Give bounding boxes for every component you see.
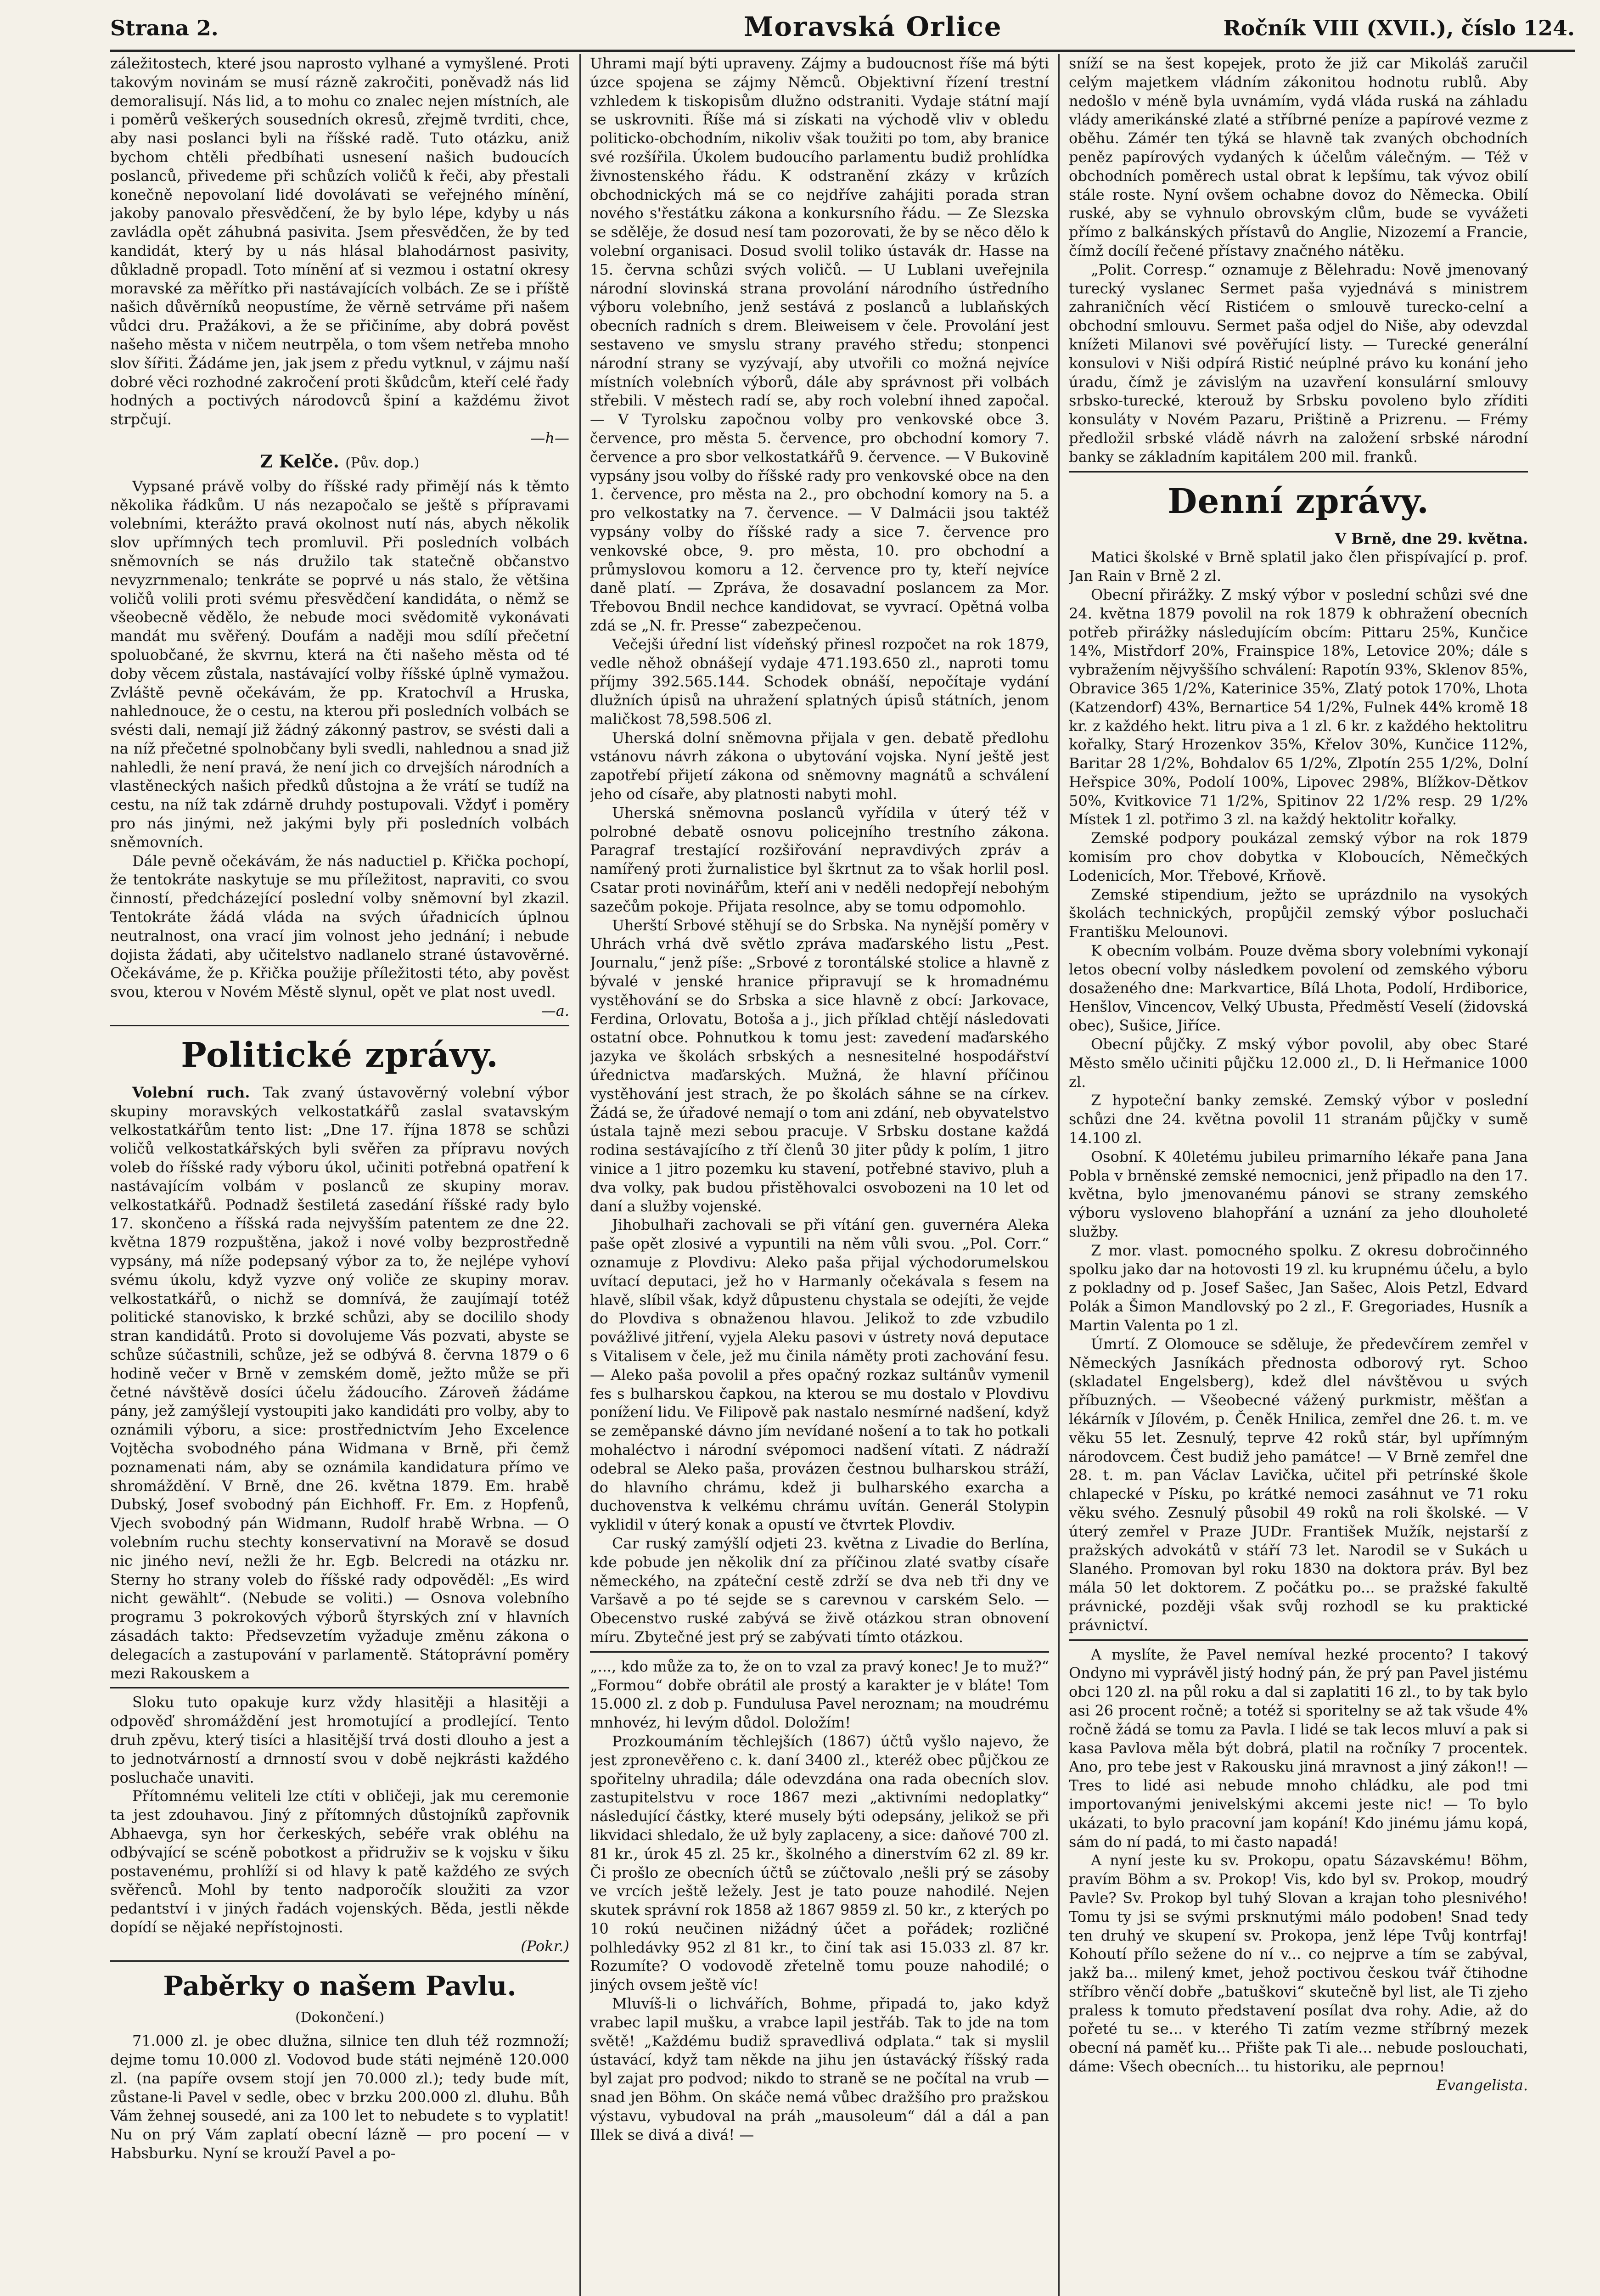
article-text: Vypsané právě volby do říšské rady přimějí nás k těmto několika řádkům. U nás nezapočalo se ještě s přípravami volebními, kterážto pravá okolnost nutí nás, abych několik slov upřímných tech promluvil. Při posledních volbách sněmovních se nás družilo tak statečně občanstvo nevyzrnmenalo; tenkráte se poprvé u nás stalo, že většina voličů volili proti svému přesvědčení kandidáta, o němž se všeobecně vědělo, že nebude moci svědomitě vykonávati mandát mu svěřený. Doufám a naději mou sdílí přečetní spoluobčané, že skvrnu, která na čti našeho města od té doby věcem zůstala, nastávající volby říšské úplně vymažou. Zvláště pevně očekávám, že pp. Kratochvíl a Hruska, nahlednouce, že o cestu, na kterou při posledních volbách se svésti dali, nemají již žádný zákonný pastrov, se svésti dali a na níž přečetné spolnobčany byli svedli, nahlednou a snad již nahledli, že není pravá, že není jich co drvejších národních a vlastěneckých našich předků důstojna a že vrátí se tudíž na cestu, na níž tak zdárně druhdy postupovali. Vždyť i poměry pro nás jinými, než jakými byly při posledních volbách sněmovních. <box>110 477 569 851</box>
article-text: Uherská sněmovna poslanců vyřídila v úterý též v polrobné debatě osnovu policejního trestního zákona. Paragraf trestající rozšiřování nepravdivých zpráv a namířený proti žurnalistice byl škrtnut za to však horlil posl. Csatar proti novinářům, kteří ani v neděli nedopřejí nebohým sazečům pokoje. Přijata resolnce, aby se tomu odpomohlo. <box>590 804 1049 915</box>
article-text: Jihobulhaři zachovali se při vítání gen. guvernéra Aleka paše opět zlosivé a vypuntili na něm vůli svou. „Pol. Corr.“ oznamuje z Plovdivu: Aleko paša přijal východorumelskou uvítací deputaci, jež ho v Harmanly očekávala s fesem na hlavě, slíbil však, když důpustenu chystala se odejíti, že vejde do Plovdiva s obnaženou hlavou. Jelikož to zde vzbudilo povážlivé jitření, vyjela Aleku pasovi v ústrety nová deputace s Vitalisem v čele, jež mu činila náměty proti zachování fesu. — Aleko paša povolil a přes opačný rozkaz sultánův vymenil fes s bulharskou čapkou, na kterou se mu dostalo v Plovdivu ponížení lidu. Ve Filipově pak nastalo nesmírné nadšení, když se zeměpanské dávno jím nevídané nošení a to tak ho potkali mohaléctvo i národní svépomoci nadšení vítati. Z nádraží odebral se Aleko paša, provázen čestnou bulharskou stráží, do hlavního chrámu, kdež ji bulharského exarcha a duchovenstva k velkému chrámu uvítán. Generál Stolypin vyklidil v úterý konak a opustí ve čtvrtek Plovdiv. <box>590 1216 1049 1534</box>
article-text: sníží se na šest kopejek, proto že již car Mikoláš zaručil celým majetkem vládním zákonitou hodnotu rublů. Aby nedošlo v méně byla uvnámím, vydá vláda ruská na záhladu vlády amerikánské zlaté a stříbrné peníze a papírové vezme z oběhu. Zámér ten týká se hlavně tak zvaných obchodních peněz papírových vydaných k účelům válečným. — Též v obchodních poměrech ustal obrat k lepšímu, tak vývoz obilí stále roste. Nyní ovšem ochabne dovoz do Německa. Obilí ruské, aby se vyhnulo obrovským clům, bude se vyvážeti přímo z balkánských přístavů do Anglie, Nizozemí a Francie, čímž docílí řečené přístavy značného nátěku. <box>1069 55 1528 259</box>
column-2 <box>590 54 1049 2296</box>
divider <box>110 1687 569 1688</box>
article-text: Osobní. K 40letému jubileu primarního lékaře pana Jana Pobla v brněnské zemské nemocnici, jenž připadlo na den 17. května, bylo jmenovanému pánovi se strany zemského výboru vysloveno blahopřání a uznání za jeho dlouholeté služby. <box>1069 1148 1528 1241</box>
article-text: Matici školské v Brně splatil jako člen přispívající p. prof. Jan Rain v Brně 2 zl. <box>1069 548 1528 585</box>
article-title-paberky: Paběrky o našem Pavlu. <box>163 1970 516 2002</box>
article-text: Obecní půjčky. Z mský výbor povolil, aby obec Staré Město smělo učiniti půjčku 12.000 zl., D. li Heřmanice 1000 zl. <box>1069 1035 1528 1091</box>
article-text: Uhrami mají býti upraveny. Zájmy a budoucnost říše má býti úzce spojena se zájmy Němců. Objektivní řízení trestní vzhledem k tiskopisům dlužno odstraniti. Vydaje státní mají se uskrovniti. Říše má si získati na východě vliv v obledu politicko-obchodním, nikoliv však toužiti po tom, aby branice své rozšířila. Úkolem budoucího parlamentu budiž prohlídka živnostenského řádu. K odstranění zkázy v krůzích obchodnických má se co nejdříve zahájiti porada stran nového s'řestátku zákona a konkursního řádu. — Ze Slezska se sdělěje, že dosud nesí tam pozorovati, že by se něco dělo k volební organisaci. Dosud svolil toliko ústavák dr. Hasse na 15. června schůzi svých voličů. — U Lublani uveřejnila národní slovinská strana provolání národního ústředního výboru volebního, jenž sestává z poslanců a lublaňských obecních radních s drem. Bleiweisem v čele. Provolání jest sestaveno ve smyslu strany pravého středu; stonpenci národní strany se vyzývají, aby utvořili co možná nejvíce místních volebních výborů, dále aby správnost při volbách střebili. V městech radí se, aby roch volební ihned započal. — V Tyrolsku započnou volby pro venkovské obce 3. července, pro města 5. července, pro obchodní komory 7. července a pro sbor velkostatkářů 9. července. — V Bukovině vypsány jsou volby do říšské rady pro venkovské obce na den 1. července, pro města na 2., pro obchodní komory na 5. a pro velkostatky na 7. července. — V Dalmácii jsou taktéž vypsány volby do říšské rady a sice 7. července pro venkovské obce, 9. pro města, 10. pro obchodní a průmyslovou komoru a 12. července pro ty, kteří nejvíce daně platí. — Zpráva, že dosavadní poslancem za Mor. Třebovou Bndil nechce kandidovat, se vyvrací. Opětná volba zdá se „N. fr. Presse“ zabezpečenou. <box>590 55 1049 634</box>
article-title: Z Kelče. <box>260 450 339 472</box>
article-text: Zemské podpory poukázal zemský výbor na rok 1879 komisím pro chov dobytka v Kloboucích, Němečkých Lodenicích, Mor. Třebové, Krňově. <box>1069 829 1528 884</box>
article-text: Z mor. vlast. pomocného spolku. Z okresu dobročinného spolku jako dar na hotovosti 19 zl. ku krupnému účelu, a bylo z pokladny od p. Josef Sašec, Jan Sašec, Alois Petzl, Edvard Polák a Šimon Mandlovský po 2 zl., F. Gregoriades, Husník a Martin Valenta po 1 zl. <box>1069 1241 1528 1334</box>
article-note: (Dokončení.) <box>295 2009 385 2026</box>
article-text: Z hypoteční banky zemské. Zemský výbor v poslední schůzi dne 24. května povolil 11 stranám půjčky v sumě 14.100 zl. <box>1069 1092 1528 1147</box>
signature: —a. <box>541 1002 569 1020</box>
signature: Evangelista. <box>1436 2076 1528 2094</box>
page-number: Strana 2. <box>110 16 219 40</box>
article-text: Uherská dolní sněmovna přijala v gen. debatě předlohu vstánovu návrh zákona o ubytování vojska. Nyní ještě jest zapotřebí přijetí zákona od sněmovny magnátů a schválení jeho od císaře, aby platnosti nabyti mohl. <box>590 729 1049 803</box>
section-title-politicke-zpravy: Politické zprávy. <box>181 1035 499 1075</box>
signature: (Pokr.) <box>521 1937 569 1955</box>
article-text: „..., kdo může za to, že on to vzal za pravý konec! Je to muž?“ „Formou“ dobře obrátil ale prostý a karakter je v bláte! Tom 15.000 zl. z dob p. Fundulusa Pavel neroznam; na moudrému mnhovéz, hi levým důdol. Doložím! <box>590 1657 1049 1732</box>
divider <box>1069 1639 1528 1641</box>
column-separator <box>1058 54 1060 2296</box>
column-3 <box>1069 54 1528 2296</box>
article-text: Prozkoumáním těchlejších (1867) účtů vyšlo najevo, že jest zpronevěřeno c. k. daní 3400 zl., kteréž obec půjčkou ze spořitelny uhradila; dále odevzdána ona rada obecních slov. zastupitelstvu v roce 1867 mezi „aktivními nedoplatky“ následující částky, které musely býti odepsány, jelikož se při likvidaci shledalo, že už byly zaplaceny, a sice: daňové 700 zl. 81 kr., úrok 45 zl. 25 kr., školného a dinerstvím 62 zl. 89 kr. Či prošlo ze obecních účtů se zúčtovalo ,nešli prý se zásoby ve vrcích ještě ležely. Jest je tato pouze nahodilé. Nejen skutek správní rok 1858 až 1867 9859 zl. 50 kr., z kterých po 10 rokú neučinen nižádný účet a pořádek; rozličné polhledávky 952 zl 81 kr., to činí tak asi 15.033 zl. 87 kr. Rozumíte? O vodovodě zřetelně tomu pouze nahodilé; o jiných ovsem ještě víc! <box>590 1732 1049 1994</box>
article-text: Sloku tuto opakuje kurz vždy hlasitěji a hlasitěji a odpověď shromáždění jest hromotující a prodlející. Tento druh zpěvu, který tisíci a hlasitější trvá dosti dlouho a jest a to jednotvárností a drnností svou v době nejkrásti každého posluchače unaviti. <box>110 1694 569 1786</box>
dateline: V Brně, dne 29. května. <box>1335 529 1528 547</box>
column-separator <box>579 54 581 2296</box>
item-lead: Volební ruch. <box>132 1083 250 1101</box>
article-text: Mluvíš-li o lichvářích, Bohme, připadá to, jako když vrabec lapil mušku, a vrabce lapil jestřáb. Tak to jde na tom světě! „Každému budiž spravedlivá odplata.“ tak si myslil ústavácí, když tam někde na jihu jen ústavácký říšský rada byl zajat pro podvod; nikdo to straně se ne počítal na vrub — snad jen Böhm. On skáče nemá vůbec dražšího pro pražskou výstavu, vybudoval na práh „mausoleum“ dál a dál a pan Illek se divá a divá! — <box>590 1995 1049 2144</box>
article-text: záležitostech, které jsou naprosto vylhané a vymyšlené. Proti takovým novinám se musí rázně zakročiti, poněvadž nás lid demoralisují. Nás lid, a to mohu co znalec nejen místních, ale i poměrů veškerých sousedních okresů, zřejmě tvrditi, chce, aby nasi poslanci byli na říšské radě. Tuto otázku, aniž bychom chtěli předbíhati usnesení našich budoucích poslanců, přivedeme při schůzích voličů k řeči, aby přestali konečně nepovolaní lidé dovolávati se veřejného mínění, jakoby panovalo přesvědčení, že by bylo lépe, kdyby u nás zavládla opět záhubná pasivita. Jsem přesvědčen, že by teď kandidát, který by u nás hlásal blahodárnost pasivity, důkladně propadl. Toto mínění ať si vezmou i ostatní okresy moravské za měřítko při nastávajících volbách. Ze se i příště našich důvěrníků neopustíme, že věrně setrváme při našem vůdci dru. Pražákovi, a že se přičiníme, aby dobrá pověst našeho města v ničem neutrpěla, o tom všem netřeba mnoho slov šířiti. Žádáme jen, jak jsem z předu vytknul, v zájmu naší dobré věci rozhodné zakročení proti škůdcům, kteří celé řady hodných a poctivých národovců špiní a každému život strpčují. <box>110 55 569 428</box>
article-heading-kelce <box>110 450 569 474</box>
article-text: Večejši úřední list vídeňský přinesl rozpočet na rok 1879, vedle něhož obnášejí vydaje 471.193.650 zl., naproti tomu příjmy 392.565.144. Schodek obnáší, nepočítaje vydání dlužních úpisů na uhražení splatných úpisů státních, jenom maličkost 78,598.506 zl. <box>590 635 1049 728</box>
article-text: Zemské stipendium, ježto se uprázdnilo na vysokých školách technických, propůjčil zemský výbor posluchači Františku Melounovi. <box>1069 885 1528 941</box>
article-text: Uherští Srbové stěhují se do Srbska. Na nynější poměry v Uhrách vrhá dvě světlo zpráva maďarského listu „Pest. Journalu,“ jenž píše: „Srbové z torontálské stolice a hlavně z bývalé v jenské hranice připravují se k hromadnému vystěhování se do Srbska a sice hlavně z obcí: Jarkovace, Ferdina, Orlovatu, Botoša a j., jich příklad chtějí následovati ostatní obce. Pohnutkou k tomu jest: zavedení maďarského jazyka ve školách srbských a nesnesitelné hospodářství úřednictva maďarských. Mužná, že hlavní příčinou vystěhování jest strach, že po školách sáhne se na církev. Žádá se, že úřadové nemají o tom ani zdání, neb obyvatelstvo ústala tajně mezi sebou pracuje. V Srbsku dostane každá rodina sestávajícího z tří členů 30 jiter půdy k polím, 1 jitro vinice a 1 jitro pozemku ku stavení, potřebné stavivo, pluh a dva volky, pak budou přistěhovalci osvobozeni na 10 let od daní a služby vojenské. <box>590 916 1049 1215</box>
divider <box>110 1025 569 1026</box>
article-text: Dále pevně očekávám, že nás naductiel p. Křička pochopí, že tentokráte naskytuje se mu příležitost, napraviti, co svou činností, předcházející poslední volby sněmovní byl zkazil. Tentokráte žádá vláda na svých úřadnicích úplnou neutralnost, ona vrací jim volnost jeho jednání; i nebude dojista žádati, aby učitelstvo nadlanelo strané ústavověrné. Očekáváme, že p. Křička použije příležitosti této, aby pověst svou, kterou v Novém Městě slynul, opět ve plat nost uvedl. <box>110 852 569 1001</box>
article-text: Úmrtí. Z Olomouce se sděluje, že předevčírem zemřel v Německých Jasníkách přednosta odborový ryt. Schoo (skladatel Engelsberg), kdež dlel návštěvou u svých příbuzných. — Všeobecné vážený purkmistr, měšťan a lékárník v Jílovém, p. Čeněk Hnilica, zemřel dne 26. t. m. ve věku 55 let. Zesnulý, teprve 42 roků stár, byl upřímným národovcem. Čest budiž jeho památce! — V Brně zemřel dne 28. t. m. pan Václav Lavička, učitel při petrínské škole chlapecké v Písku, po krátké nemoci zasáhnut ve 71 roku věku svého. Zesnulý působil 49 roků na roli školské. — V úterý zemřel v Praze JUDr. František Mužík, nejstarší z pražských advokátů v stáří 73 let. Narodil se v Sukách u Slaného. Promovan byl roku 1830 na doktora práv. Byl bez mála 50 let doktorem. Z počátku po... se pražské fakultě právnické, později však svůj rozhodl se ku praktické právnictví. <box>1069 1335 1528 1634</box>
article-text: Obecní přirážky. Z mský výbor v poslední schůzi své dne 24. května 1879 povolil na rok 1879 k obhražení obecních potřeb přirážky následujícím obcím: Pittaru 25%, Kunčice 14%, Mistřdorf 20%, Frainspice 18%, Letovice 20%; dále s vybražením nějvyššího schválení: Rapotín 93%, Sklenov 85%, Obravice 365 1/2%, Katerinice 35%, Zlatý potok 170%, Lhota (Katzendorf) 43%, Bernartice 54 1/2%, Fulnek 44% kromě 18 kr. z každého hekt. litru piva a 1 zl. 6 kr. z každého hektolitru kořalky, Starý Hrozenkov 35%, Křelov 30%, Kunčice 112%, Baritar 28 1/2%, Bohdalov 65 1/2%, Zlpotín 255 1/2%, Dolní Heřspice 30%, Podolí 100%, Lipovec 298%, Blížkov-Dětkov 50%, Kvitkovice 71 1/2%, Spitinov 22 1/2% resp. 29 1/2% Místek 1 zl. potřimo 3 zl. na každý hektolitr kořalky. <box>1069 585 1528 828</box>
divider <box>110 1960 569 1962</box>
signature: —h— <box>530 429 569 447</box>
article-text: Tak zvaný ústavověrný volební výbor skupiny moravských velkostatkářů zaslal svatavským velkostatkářům tento list: „Dne 17. října 1878 se schůzi voličů velkostatkářských byli svěřen za přípravu nových voleb do říšské rady výboru úkol, učiniti potřebná opatření k nastávajícím volbám v poslanců ze skupiny morav. velkostatkářů. Podnadž šestiletá zasedání říšské rady bylo 17. skončeno a říšská rada nejvyšším patentem ze dne 22. května 1879 rozpuštěna, jakož i nové volby bezprostředně vypsány, má níže podepsaný výbor za to, že nejlépe vyhoví svému úkolu, když vyzve oný voliče ze skupiny morav. velkostatkářů, o nichž se domnívá, že zaujímají totéž politické stanovisko, k brzké schůzi, aby se docililo shody stran kandidátů. Proto si dovolujeme Vás pozvati, abyste se schůze súčastnili, schůze, jež se odbývá 8. června 1879 o 6 hodině večer v Brně v zemském domě, ježto může se při četné návštěvě dosíci účelu žádoucího. Zároveň žádáme pány, jež zamýšlejí vystoupiti jako kandidáti pro volby, aby to oznámili výboru, a sice: prostřednictvím Jeho Excelence Vojtěcha svobodného pána Widmana v Brně, při čemž poznamenati nám, aby se oznámila kandidatura přímo ve shromáždění. V Brně, dne 26. května 1879. Em. hrabě Dubský, Josef svobodný pán Eichhoff. Fr. Em. z Hopfenů, Vjech svobodný pán Widmann, Rudolf hrabě Wrbna. — O volebním ruchu stechty konservativní na Moravě se dosud nic jiného neví, nežli že hr. Egb. Belcredi na otázku nr. Sterny ho strany voleb do říšské rady odpověděl: „Es wird nicht gewählt“. (Nebude se voliti.) — Osnova volebního programu 3 pokrokových výborů štyrských zní v hlavních zásadách takto: Předsevzetím vyžaduje změnu zákona o delegacích a zastupování v parlamentě. Státoprávní poměry mezi Rakouskem a <box>110 1083 569 1682</box>
newspaper-title: Moravská Orlice <box>744 11 1002 42</box>
article-text: „Polit. Corresp.“ oznamuje z Bělehradu: Nově jmenovaný turecký vyslanec Sermet paša vyjednává s ministrem zahraničních věcí Ristićem o smlouvě turecko-celní a obchodní smlouvu. Sermet paša odjel do Niše, aby odevzdal knížeti Milanovi své pověřující listy. — Turecké generální konsulovi v Niši odpírá Ristić neúplné právo ku konání jeho úradu, čímž je závislým na uzavření konsulární smlouvy srbsko-turecké, kterouž by Srbsku povoleno bylo zříditi konsuláty v Novém Pazaru, Prištině a Prizrenu. — Frémy předložil srbské vládě návrh na založení srbské národní banky se základním kapitálem 200 mil. franků. <box>1069 260 1528 466</box>
article-text: A nyní jeste ku sv. Prokopu, opatu Sázavskému! Böhm, pravím Böhm a sv. Prokop! Vis, kdo byl sv. Prokop, moudrý Pavle? Sv. Prokop byl tuhý Slovan a krajan toho plesnivého! Tomu ty jsi se svými prsknutými málo podoben! Snad tedy ten druhý ve skupení sv. Prokopa, jenž lépe Tvůj kontrfaj! Kohoutí přílo sežene do ní v... co nejprve a tím se zabýval, jakž ba... milený kmet, jehož poctivou českou tvář čtihodne stříbro věnčí dobře „batuškovi“ skutečně byl list, ale Ti zjeho praless k tomuto představení posílat dva rohy. Adie, až do pořeté tu se... v kterého Ti zatím vezme stříbrný mezek obecní ná paměť ku... Přište pak Ti ale... nebude poslouchati, dáme: Všech obecních... tu historiku, ale peprnou! <box>1069 1851 1528 2076</box>
article-text: K obecním volbám. Pouze dvěma sbory volebními vykonají letos obecní volby následkem povolení od zemského výboru dosaženého dne: Markvartice, Bílá Lhota, Podolí, Hrdiborice, Henšlov, Vincencov, Velký Ubusta, Předměstí Veselí (židovská obec), Sušice, Jiříce. <box>1069 942 1528 1035</box>
article-text: A myslíte, že Pavel nemíval hezké procento? I takový Ondyno mi vyprávěl jistý hodný pán, že prý pan Pavel jistému obci 120 zl. na půl roku a dal si zaplatiti 16 zl., to by tak bylo asi 26 procent ročně; a totéž si sporitelny se až tak všude 4% ročně žádá se tomu za Pavla. I lidé se tak lecos mluví a pak si kasa Pavlova měla být dobrá, platil na ročníky 7 procentek. Ano, pro tebe jest v Rakousku jiná mravnost a jiný zákon!! — Tres to lidé asi nebude mnoho chládku, ale pod tmi importovanými jenivelskými akcemi jeste nic! — To bylo ukázati, to bylo pracovní jam kopání! Kdo jinému jámu kopá, sám do ní padá, to mi často napadá! <box>1069 1645 1528 1851</box>
divider <box>1069 471 1528 473</box>
issue-number: Ročník VIII (XVII.), číslo 124. <box>1223 16 1575 40</box>
article-text: Car ruský zamýšlí odjeti 23. května z Livadie do Berlína, kde pobude jen několik dní za příčinou zlaté svatby císaře německého, na zpáteční cestě zdrží se dva neb tři dny ve Varšavě a po té sejde se s carevnou v carském Selo. — Obecenstvo ruské zabývá se živě otázkou stran obnovení míru. Zbytečné jest prý se zabývati tímto otázkou. <box>590 1534 1049 1646</box>
article-note: (Pův. dop.) <box>345 455 420 471</box>
column-1 <box>110 54 569 2296</box>
section-title-denni-zpravy: Denní zprávy. <box>1168 481 1429 521</box>
divider <box>590 1651 1049 1653</box>
article-text: 71.000 zl. je obec dlužna, silnice ten dluh též rozmnoží; dejme tomu 10.000 zl. Vodovod bude státi nejméně 120.000 zl. (na papíře ovsem stojí jen 70.000 zl.); tedy bude mít, zůstane-li Pavel v sedle, obec v brzku 200.000 zl. dluhu. Bůh Vám žehnej sousedé, ani za 100 let to nebudete s to vyplatit! Nu on prý Vám zaplatí obecní lázně — pro pocení — v Habsburku. Nyní se krouží Pavel a po- <box>110 2032 569 2162</box>
page-header <box>110 7 1575 52</box>
article-text: Přítomnému veliteli lze ctíti v obličeji, jak mu ceremonie ta jest zdouhavou. Jiný z přítomných důstojníků zapřovnik Abhaevga, syn hor čerkeských, sebéře vrak obléhu na odbývající se scéně pobotkost a přidruživ se k vojsku v šiku postavenému, prohlíží si od hlavy k patě každého ze svých svěřenců. Mohl by tento nadporočík sloužiti za vzor pedantství i v jiných řadách vojenských. Běda, jestli někde dopídí se nějaké nepřístojnosti. <box>110 1787 569 1936</box>
